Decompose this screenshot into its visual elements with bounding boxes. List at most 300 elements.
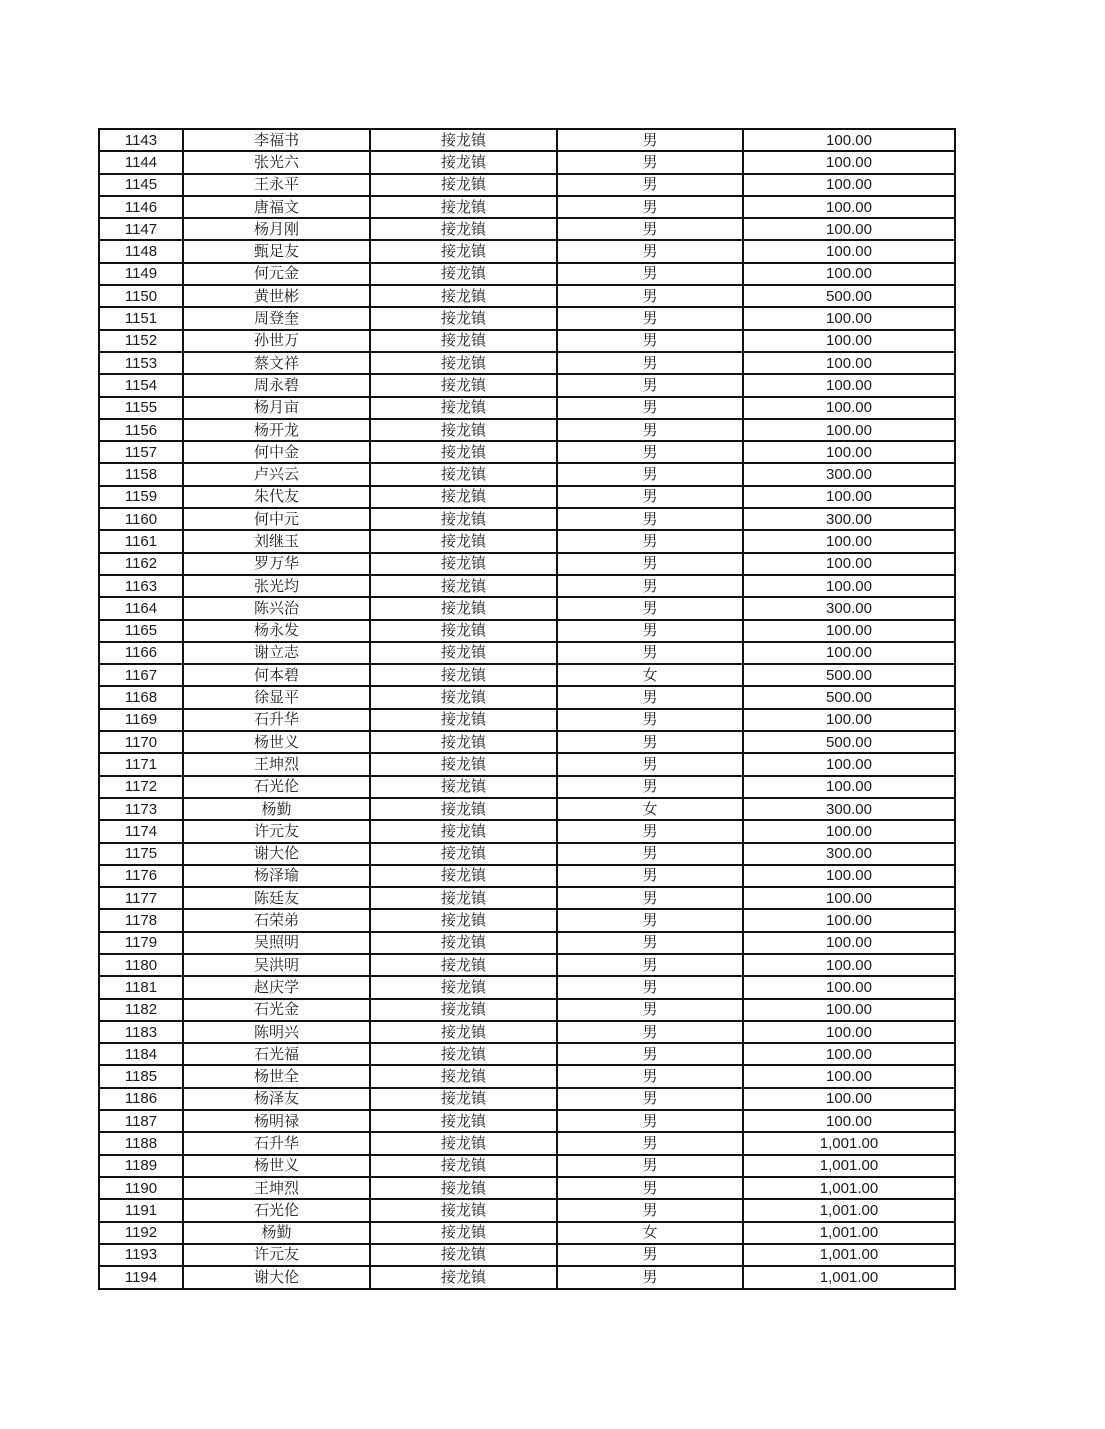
town-cell: 接龙镇 bbox=[370, 441, 557, 463]
serial-cell: 1164 bbox=[99, 597, 183, 619]
amount-cell: 100.00 bbox=[743, 218, 955, 240]
serial-cell: 1180 bbox=[99, 954, 183, 976]
gender-cell: 女 bbox=[557, 664, 743, 686]
table-row bbox=[99, 1110, 955, 1132]
town-cell: 接龙镇 bbox=[370, 1199, 557, 1221]
table-row bbox=[99, 776, 955, 798]
gender-cell: 男 bbox=[557, 486, 743, 508]
serial-cell: 1169 bbox=[99, 709, 183, 731]
table-row bbox=[99, 1199, 955, 1221]
town-cell: 接龙镇 bbox=[370, 776, 557, 798]
serial-cell: 1177 bbox=[99, 887, 183, 909]
amount-cell: 100.00 bbox=[743, 1021, 955, 1043]
serial-cell: 1168 bbox=[99, 686, 183, 708]
amount-cell: 100.00 bbox=[743, 932, 955, 954]
table-row bbox=[99, 486, 955, 508]
serial-cell: 1186 bbox=[99, 1088, 183, 1110]
town-cell: 接龙镇 bbox=[370, 1110, 557, 1132]
table-row bbox=[99, 642, 955, 664]
serial-cell: 1178 bbox=[99, 909, 183, 931]
town-cell: 接龙镇 bbox=[370, 664, 557, 686]
town-cell: 接龙镇 bbox=[370, 285, 557, 307]
amount-cell: 100.00 bbox=[743, 820, 955, 842]
amount-cell: 100.00 bbox=[743, 999, 955, 1021]
town-cell: 接龙镇 bbox=[370, 330, 557, 352]
gender-cell: 男 bbox=[557, 330, 743, 352]
town-cell: 接龙镇 bbox=[370, 374, 557, 396]
name-cell: 何中元 bbox=[183, 508, 370, 530]
amount-cell: 300.00 bbox=[743, 597, 955, 619]
table-row bbox=[99, 263, 955, 285]
town-cell: 接龙镇 bbox=[370, 218, 557, 240]
serial-cell: 1163 bbox=[99, 575, 183, 597]
table-row bbox=[99, 1222, 955, 1244]
town-cell: 接龙镇 bbox=[370, 597, 557, 619]
name-cell: 杨月亩 bbox=[183, 397, 370, 419]
serial-cell: 1188 bbox=[99, 1132, 183, 1154]
amount-cell: 100.00 bbox=[743, 196, 955, 218]
amount-cell: 100.00 bbox=[743, 642, 955, 664]
serial-cell: 1162 bbox=[99, 553, 183, 575]
gender-cell: 男 bbox=[557, 240, 743, 262]
name-cell: 黄世彬 bbox=[183, 285, 370, 307]
amount-cell: 300.00 bbox=[743, 843, 955, 865]
table-row bbox=[99, 575, 955, 597]
name-cell: 杨泽友 bbox=[183, 1088, 370, 1110]
name-cell: 石光金 bbox=[183, 999, 370, 1021]
gender-cell: 男 bbox=[557, 1244, 743, 1266]
serial-cell: 1158 bbox=[99, 463, 183, 485]
serial-cell: 1159 bbox=[99, 486, 183, 508]
town-cell: 接龙镇 bbox=[370, 620, 557, 642]
gender-cell: 男 bbox=[557, 1110, 743, 1132]
name-cell: 王永平 bbox=[183, 174, 370, 196]
gender-cell: 男 bbox=[557, 307, 743, 329]
town-cell: 接龙镇 bbox=[370, 1155, 557, 1177]
table-row bbox=[99, 330, 955, 352]
serial-cell: 1189 bbox=[99, 1155, 183, 1177]
town-cell: 接龙镇 bbox=[370, 976, 557, 998]
name-cell: 甄足友 bbox=[183, 240, 370, 262]
town-cell: 接龙镇 bbox=[370, 307, 557, 329]
serial-cell: 1147 bbox=[99, 218, 183, 240]
name-cell: 王坤烈 bbox=[183, 1177, 370, 1199]
amount-cell: 100.00 bbox=[743, 1065, 955, 1087]
name-cell: 许元友 bbox=[183, 820, 370, 842]
town-cell: 接龙镇 bbox=[370, 642, 557, 664]
gender-cell: 男 bbox=[557, 1043, 743, 1065]
name-cell: 杨世义 bbox=[183, 1155, 370, 1177]
name-cell: 石光伦 bbox=[183, 1199, 370, 1221]
name-cell: 陈兴治 bbox=[183, 597, 370, 619]
serial-cell: 1175 bbox=[99, 843, 183, 865]
table-row bbox=[99, 976, 955, 998]
gender-cell: 男 bbox=[557, 508, 743, 530]
serial-cell: 1190 bbox=[99, 1177, 183, 1199]
name-cell: 谢大伦 bbox=[183, 1266, 370, 1289]
serial-cell: 1165 bbox=[99, 620, 183, 642]
name-cell: 孙世万 bbox=[183, 330, 370, 352]
gender-cell: 男 bbox=[557, 196, 743, 218]
table-row bbox=[99, 820, 955, 842]
gender-cell: 男 bbox=[557, 1088, 743, 1110]
table-row bbox=[99, 843, 955, 865]
gender-cell: 男 bbox=[557, 620, 743, 642]
table-row bbox=[99, 1244, 955, 1266]
serial-cell: 1167 bbox=[99, 664, 183, 686]
table-row bbox=[99, 664, 955, 686]
gender-cell: 男 bbox=[557, 753, 743, 775]
gender-cell: 女 bbox=[557, 1222, 743, 1244]
gender-cell: 男 bbox=[557, 1155, 743, 1177]
table-row bbox=[99, 151, 955, 173]
table-row bbox=[99, 932, 955, 954]
gender-cell: 男 bbox=[557, 932, 743, 954]
amount-cell: 100.00 bbox=[743, 620, 955, 642]
town-cell: 接龙镇 bbox=[370, 129, 557, 151]
town-cell: 接龙镇 bbox=[370, 486, 557, 508]
table-row bbox=[99, 129, 955, 151]
amount-cell: 300.00 bbox=[743, 463, 955, 485]
table-row bbox=[99, 218, 955, 240]
serial-cell: 1192 bbox=[99, 1222, 183, 1244]
table-row bbox=[99, 887, 955, 909]
town-cell: 接龙镇 bbox=[370, 1021, 557, 1043]
table-row bbox=[99, 196, 955, 218]
town-cell: 接龙镇 bbox=[370, 508, 557, 530]
town-cell: 接龙镇 bbox=[370, 1244, 557, 1266]
serial-cell: 1150 bbox=[99, 285, 183, 307]
serial-cell: 1193 bbox=[99, 1244, 183, 1266]
name-cell: 石升华 bbox=[183, 1132, 370, 1154]
gender-cell: 男 bbox=[557, 999, 743, 1021]
town-cell: 接龙镇 bbox=[370, 820, 557, 842]
name-cell: 石荣弟 bbox=[183, 909, 370, 931]
amount-cell: 300.00 bbox=[743, 508, 955, 530]
serial-cell: 1148 bbox=[99, 240, 183, 262]
name-cell: 陈明兴 bbox=[183, 1021, 370, 1043]
amount-cell: 500.00 bbox=[743, 731, 955, 753]
gender-cell: 男 bbox=[557, 285, 743, 307]
serial-cell: 1160 bbox=[99, 508, 183, 530]
name-cell: 陈廷友 bbox=[183, 887, 370, 909]
amount-cell: 100.00 bbox=[743, 263, 955, 285]
amount-cell: 100.00 bbox=[743, 174, 955, 196]
town-cell: 接龙镇 bbox=[370, 196, 557, 218]
name-cell: 卢兴云 bbox=[183, 463, 370, 485]
gender-cell: 男 bbox=[557, 731, 743, 753]
table-row bbox=[99, 597, 955, 619]
town-cell: 接龙镇 bbox=[370, 263, 557, 285]
table-row bbox=[99, 1266, 955, 1289]
serial-cell: 1151 bbox=[99, 307, 183, 329]
table-row bbox=[99, 1043, 955, 1065]
town-cell: 接龙镇 bbox=[370, 240, 557, 262]
amount-cell: 1,001.00 bbox=[743, 1132, 955, 1154]
amount-cell: 100.00 bbox=[743, 776, 955, 798]
amount-cell: 500.00 bbox=[743, 664, 955, 686]
gender-cell: 男 bbox=[557, 642, 743, 664]
serial-cell: 1157 bbox=[99, 441, 183, 463]
table-row bbox=[99, 731, 955, 753]
town-cell: 接龙镇 bbox=[370, 843, 557, 865]
gender-cell: 男 bbox=[557, 1065, 743, 1087]
table-row bbox=[99, 753, 955, 775]
town-cell: 接龙镇 bbox=[370, 352, 557, 374]
town-cell: 接龙镇 bbox=[370, 1266, 557, 1289]
table-row bbox=[99, 553, 955, 575]
town-cell: 接龙镇 bbox=[370, 1132, 557, 1154]
gender-cell: 男 bbox=[557, 419, 743, 441]
serial-cell: 1181 bbox=[99, 976, 183, 998]
name-cell: 王坤烈 bbox=[183, 753, 370, 775]
amount-cell: 300.00 bbox=[743, 798, 955, 820]
town-cell: 接龙镇 bbox=[370, 909, 557, 931]
name-cell: 谢立志 bbox=[183, 642, 370, 664]
gender-cell: 男 bbox=[557, 352, 743, 374]
roster-table-body bbox=[99, 129, 955, 1289]
serial-cell: 1154 bbox=[99, 374, 183, 396]
gender-cell: 男 bbox=[557, 597, 743, 619]
name-cell: 周永碧 bbox=[183, 374, 370, 396]
name-cell: 吴洪明 bbox=[183, 954, 370, 976]
amount-cell: 100.00 bbox=[743, 419, 955, 441]
gender-cell: 男 bbox=[557, 174, 743, 196]
table-row bbox=[99, 240, 955, 262]
table-row bbox=[99, 285, 955, 307]
serial-cell: 1149 bbox=[99, 263, 183, 285]
amount-cell: 100.00 bbox=[743, 553, 955, 575]
gender-cell: 男 bbox=[557, 553, 743, 575]
serial-cell: 1144 bbox=[99, 151, 183, 173]
town-cell: 接龙镇 bbox=[370, 1222, 557, 1244]
gender-cell: 男 bbox=[557, 865, 743, 887]
town-cell: 接龙镇 bbox=[370, 709, 557, 731]
table-row bbox=[99, 709, 955, 731]
gender-cell: 男 bbox=[557, 887, 743, 909]
name-cell: 石光伦 bbox=[183, 776, 370, 798]
amount-cell: 1,001.00 bbox=[743, 1222, 955, 1244]
name-cell: 周登奎 bbox=[183, 307, 370, 329]
gender-cell: 男 bbox=[557, 530, 743, 552]
amount-cell: 1,001.00 bbox=[743, 1177, 955, 1199]
name-cell: 赵庆学 bbox=[183, 976, 370, 998]
serial-cell: 1171 bbox=[99, 753, 183, 775]
town-cell: 接龙镇 bbox=[370, 463, 557, 485]
town-cell: 接龙镇 bbox=[370, 174, 557, 196]
name-cell: 石光福 bbox=[183, 1043, 370, 1065]
table-row bbox=[99, 954, 955, 976]
table-row bbox=[99, 620, 955, 642]
town-cell: 接龙镇 bbox=[370, 1177, 557, 1199]
name-cell: 朱代友 bbox=[183, 486, 370, 508]
name-cell: 蔡文祥 bbox=[183, 352, 370, 374]
gender-cell: 男 bbox=[557, 151, 743, 173]
amount-cell: 100.00 bbox=[743, 441, 955, 463]
gender-cell: 男 bbox=[557, 1266, 743, 1289]
amount-cell: 100.00 bbox=[743, 1043, 955, 1065]
name-cell: 张光均 bbox=[183, 575, 370, 597]
serial-cell: 1145 bbox=[99, 174, 183, 196]
serial-cell: 1174 bbox=[99, 820, 183, 842]
amount-cell: 1,001.00 bbox=[743, 1155, 955, 1177]
table-row bbox=[99, 999, 955, 1021]
serial-cell: 1172 bbox=[99, 776, 183, 798]
amount-cell: 100.00 bbox=[743, 575, 955, 597]
table-row bbox=[99, 530, 955, 552]
town-cell: 接龙镇 bbox=[370, 419, 557, 441]
amount-cell: 100.00 bbox=[743, 307, 955, 329]
amount-cell: 100.00 bbox=[743, 753, 955, 775]
table-row bbox=[99, 419, 955, 441]
town-cell: 接龙镇 bbox=[370, 999, 557, 1021]
serial-cell: 1187 bbox=[99, 1110, 183, 1132]
name-cell: 张光六 bbox=[183, 151, 370, 173]
name-cell: 谢大伦 bbox=[183, 843, 370, 865]
amount-cell: 100.00 bbox=[743, 909, 955, 931]
name-cell: 刘继玉 bbox=[183, 530, 370, 552]
amount-cell: 100.00 bbox=[743, 151, 955, 173]
town-cell: 接龙镇 bbox=[370, 798, 557, 820]
table-row bbox=[99, 463, 955, 485]
gender-cell: 男 bbox=[557, 1177, 743, 1199]
amount-cell: 100.00 bbox=[743, 240, 955, 262]
serial-cell: 1143 bbox=[99, 129, 183, 151]
name-cell: 何本碧 bbox=[183, 664, 370, 686]
gender-cell: 女 bbox=[557, 798, 743, 820]
gender-cell: 男 bbox=[557, 129, 743, 151]
table-row bbox=[99, 1021, 955, 1043]
amount-cell: 100.00 bbox=[743, 486, 955, 508]
name-cell: 杨永发 bbox=[183, 620, 370, 642]
amount-cell: 500.00 bbox=[743, 686, 955, 708]
table-row bbox=[99, 441, 955, 463]
amount-cell: 100.00 bbox=[743, 954, 955, 976]
amount-cell: 100.00 bbox=[743, 352, 955, 374]
gender-cell: 男 bbox=[557, 686, 743, 708]
town-cell: 接龙镇 bbox=[370, 686, 557, 708]
name-cell: 何元金 bbox=[183, 263, 370, 285]
name-cell: 李福书 bbox=[183, 129, 370, 151]
gender-cell: 男 bbox=[557, 463, 743, 485]
name-cell: 许元友 bbox=[183, 1244, 370, 1266]
table-row bbox=[99, 307, 955, 329]
amount-cell: 100.00 bbox=[743, 1110, 955, 1132]
town-cell: 接龙镇 bbox=[370, 1065, 557, 1087]
name-cell: 唐福文 bbox=[183, 196, 370, 218]
serial-cell: 1161 bbox=[99, 530, 183, 552]
name-cell: 杨泽瑜 bbox=[183, 865, 370, 887]
table-row bbox=[99, 352, 955, 374]
gender-cell: 男 bbox=[557, 575, 743, 597]
gender-cell: 男 bbox=[557, 374, 743, 396]
town-cell: 接龙镇 bbox=[370, 954, 557, 976]
serial-cell: 1184 bbox=[99, 1043, 183, 1065]
amount-cell: 100.00 bbox=[743, 397, 955, 419]
gender-cell: 男 bbox=[557, 909, 743, 931]
serial-cell: 1170 bbox=[99, 731, 183, 753]
table-row bbox=[99, 1088, 955, 1110]
table-row bbox=[99, 686, 955, 708]
name-cell: 杨世全 bbox=[183, 1065, 370, 1087]
name-cell: 杨勤 bbox=[183, 1222, 370, 1244]
table-row bbox=[99, 508, 955, 530]
gender-cell: 男 bbox=[557, 218, 743, 240]
serial-cell: 1183 bbox=[99, 1021, 183, 1043]
table-row bbox=[99, 397, 955, 419]
serial-cell: 1173 bbox=[99, 798, 183, 820]
serial-cell: 1156 bbox=[99, 419, 183, 441]
amount-cell: 1,001.00 bbox=[743, 1199, 955, 1221]
amount-cell: 100.00 bbox=[743, 530, 955, 552]
table-row bbox=[99, 865, 955, 887]
gender-cell: 男 bbox=[557, 397, 743, 419]
gender-cell: 男 bbox=[557, 1132, 743, 1154]
town-cell: 接龙镇 bbox=[370, 753, 557, 775]
name-cell: 杨世义 bbox=[183, 731, 370, 753]
amount-cell: 500.00 bbox=[743, 285, 955, 307]
serial-cell: 1146 bbox=[99, 196, 183, 218]
table-row bbox=[99, 174, 955, 196]
amount-cell: 1,001.00 bbox=[743, 1266, 955, 1289]
amount-cell: 100.00 bbox=[743, 374, 955, 396]
serial-cell: 1153 bbox=[99, 352, 183, 374]
table-row bbox=[99, 909, 955, 931]
serial-cell: 1182 bbox=[99, 999, 183, 1021]
gender-cell: 男 bbox=[557, 843, 743, 865]
town-cell: 接龙镇 bbox=[370, 731, 557, 753]
table-row bbox=[99, 374, 955, 396]
gender-cell: 男 bbox=[557, 820, 743, 842]
table-row bbox=[99, 1177, 955, 1199]
serial-cell: 1185 bbox=[99, 1065, 183, 1087]
town-cell: 接龙镇 bbox=[370, 1043, 557, 1065]
amount-cell: 100.00 bbox=[743, 887, 955, 909]
gender-cell: 男 bbox=[557, 976, 743, 998]
town-cell: 接龙镇 bbox=[370, 530, 557, 552]
gender-cell: 男 bbox=[557, 954, 743, 976]
table-row bbox=[99, 798, 955, 820]
name-cell: 吴照明 bbox=[183, 932, 370, 954]
gender-cell: 男 bbox=[557, 263, 743, 285]
gender-cell: 男 bbox=[557, 1199, 743, 1221]
name-cell: 杨明禄 bbox=[183, 1110, 370, 1132]
serial-cell: 1152 bbox=[99, 330, 183, 352]
serial-cell: 1176 bbox=[99, 865, 183, 887]
name-cell: 杨勤 bbox=[183, 798, 370, 820]
name-cell: 徐显平 bbox=[183, 686, 370, 708]
serial-cell: 1155 bbox=[99, 397, 183, 419]
serial-cell: 1166 bbox=[99, 642, 183, 664]
table-row bbox=[99, 1132, 955, 1154]
gender-cell: 男 bbox=[557, 1021, 743, 1043]
amount-cell: 100.00 bbox=[743, 865, 955, 887]
town-cell: 接龙镇 bbox=[370, 932, 557, 954]
town-cell: 接龙镇 bbox=[370, 151, 557, 173]
name-cell: 杨开龙 bbox=[183, 419, 370, 441]
town-cell: 接龙镇 bbox=[370, 1088, 557, 1110]
serial-cell: 1179 bbox=[99, 932, 183, 954]
town-cell: 接龙镇 bbox=[370, 553, 557, 575]
amount-cell: 100.00 bbox=[743, 129, 955, 151]
amount-cell: 100.00 bbox=[743, 709, 955, 731]
amount-cell: 100.00 bbox=[743, 330, 955, 352]
table-row bbox=[99, 1155, 955, 1177]
town-cell: 接龙镇 bbox=[370, 397, 557, 419]
gender-cell: 男 bbox=[557, 709, 743, 731]
name-cell: 罗万华 bbox=[183, 553, 370, 575]
serial-cell: 1191 bbox=[99, 1199, 183, 1221]
